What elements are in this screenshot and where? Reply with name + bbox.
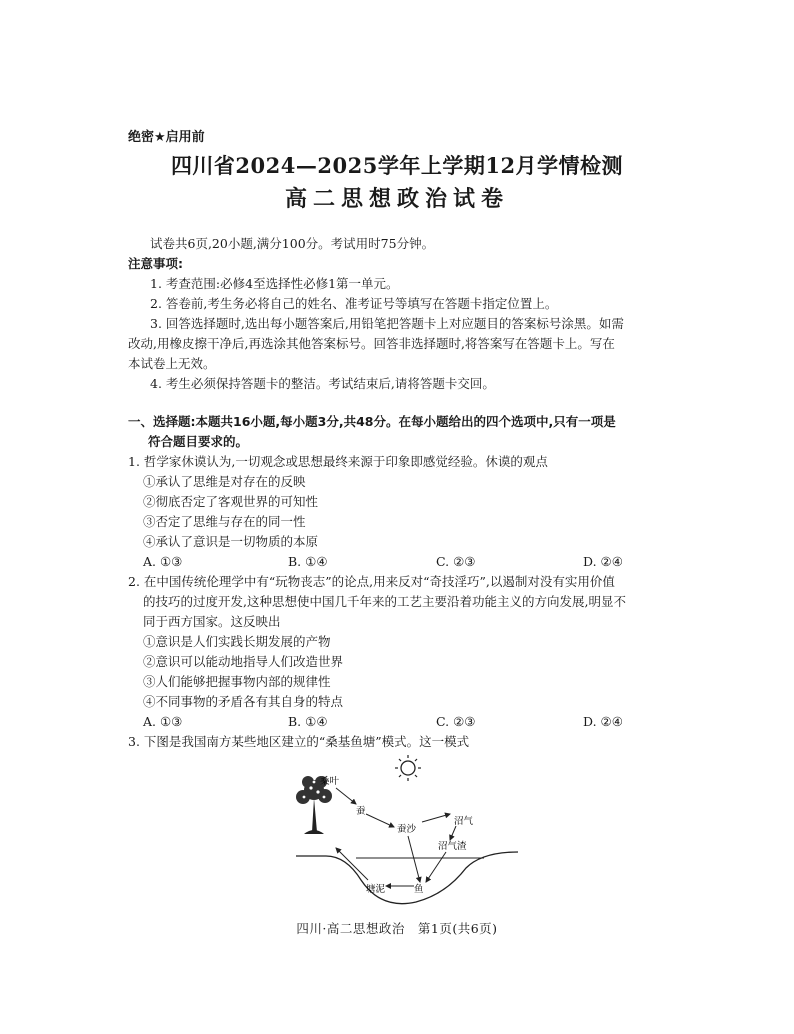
label-yu: 鱼 xyxy=(414,884,424,895)
exam-title: 四川省2024—2025学年上学期12月学情检测 xyxy=(170,153,624,178)
question-2-stem: 的技巧的过度开发,这种思想使中国几千年来的工艺主要沿着功能主义的方向发展,明显不 xyxy=(143,594,626,609)
secret-label: 绝密★启用前 xyxy=(128,130,205,145)
notes-heading: 注意事项: xyxy=(128,256,183,271)
q1-statement: ②彻底否定了客观世界的可知性 xyxy=(143,494,319,509)
q2-statement: ②意识可以能动地指导人们改造世界 xyxy=(143,654,344,669)
exam-subtitle: 高二思想政治试卷 xyxy=(284,187,509,212)
page-footer: 四川·高二思想政治 第1页(共6页) xyxy=(296,921,498,936)
note-item: 本试卷上无效。 xyxy=(128,356,216,371)
note-item: 2. 答卷前,考生务必将自己的姓名、准考证号等填写在答题卡指定位置上。 xyxy=(150,296,558,311)
label-zhaoqizha: 沼气渣 xyxy=(438,841,467,852)
note-item: 改动,用橡皮擦干净后,再选涂其他答案标号。回答非选择题时,将答案写在答题卡上。写在 xyxy=(128,336,615,351)
q1-statement: ③否定了思维与存在的同一性 xyxy=(143,514,306,529)
q1-statement: ①承认了思维是对存在的反映 xyxy=(143,474,306,489)
intro-text: 试卷共6页,20小题,满分100分。考试用时75分钟。 xyxy=(150,236,435,251)
q2-statement: ④不同事物的矛盾各有其自身的特点 xyxy=(143,694,344,709)
q2-option-a[interactable]: A. ①③ xyxy=(143,714,183,729)
q2-option-c[interactable]: C. ②③ xyxy=(436,714,476,729)
sun-icon xyxy=(395,755,421,781)
q2-statement: ③人们能够把握事物内部的规律性 xyxy=(143,674,331,689)
q2-option-d[interactable]: D. ②④ xyxy=(583,714,623,729)
q1-option-c[interactable]: C. ②③ xyxy=(436,554,476,569)
label-sangye: 桑叶 xyxy=(320,776,340,787)
q1-option-a[interactable]: A. ①③ xyxy=(143,554,183,569)
question-1-stem: 1. 哲学家休谟认为,一切观念或思想最终来源于印象即感觉经验。休谟的观点 xyxy=(128,454,548,469)
label-can: 蚕 xyxy=(356,806,366,817)
mulberry-fishpond-diagram xyxy=(286,752,522,912)
q1-option-d[interactable]: D. ②④ xyxy=(583,554,623,569)
note-item: 1. 考查范围:必修4至选择性必修1第一单元。 xyxy=(150,276,399,291)
pond-outline xyxy=(296,852,518,904)
question-2-stem: 同于西方国家。这反映出 xyxy=(143,614,281,629)
question-2-stem: 2. 在中国传统伦理学中有“玩物丧志”的论点,用来反对“奇技淫巧”,以遏制对没有实用价值 xyxy=(128,574,615,589)
note-item: 3. 回答选择题时,选出每小题答案后,用铅笔把答题卡上对应题目的答案标号涂黑。如需 xyxy=(150,316,624,331)
q2-options xyxy=(143,712,663,732)
q1-option-b[interactable]: B. ①④ xyxy=(288,554,328,569)
q2-statement: ①意识是人们实践长期发展的产物 xyxy=(143,634,331,649)
q2-option-b[interactable]: B. ①④ xyxy=(288,714,328,729)
label-zhaoqi: 沼气 xyxy=(454,816,474,827)
label-tangni: 塘泥 xyxy=(366,884,386,895)
note-item: 4. 考生必须保持答题卡的整洁。考试结束后,请将答题卡交回。 xyxy=(150,376,495,391)
q1-statement: ④承认了意识是一切物质的本原 xyxy=(143,534,319,549)
question-3-stem: 3. 下图是我国南方某些地区建立的“桑基鱼塘”模式。这一模式 xyxy=(128,734,470,749)
q1-options xyxy=(143,552,663,572)
label-cansha: 蚕沙 xyxy=(397,824,417,835)
section-heading-cont: 符合题目要求的。 xyxy=(148,434,249,449)
section-heading: 一、选择题:本题共16小题,每小题3分,共48分。在每小题给出的四个选项中,只有一项是 xyxy=(128,414,616,429)
